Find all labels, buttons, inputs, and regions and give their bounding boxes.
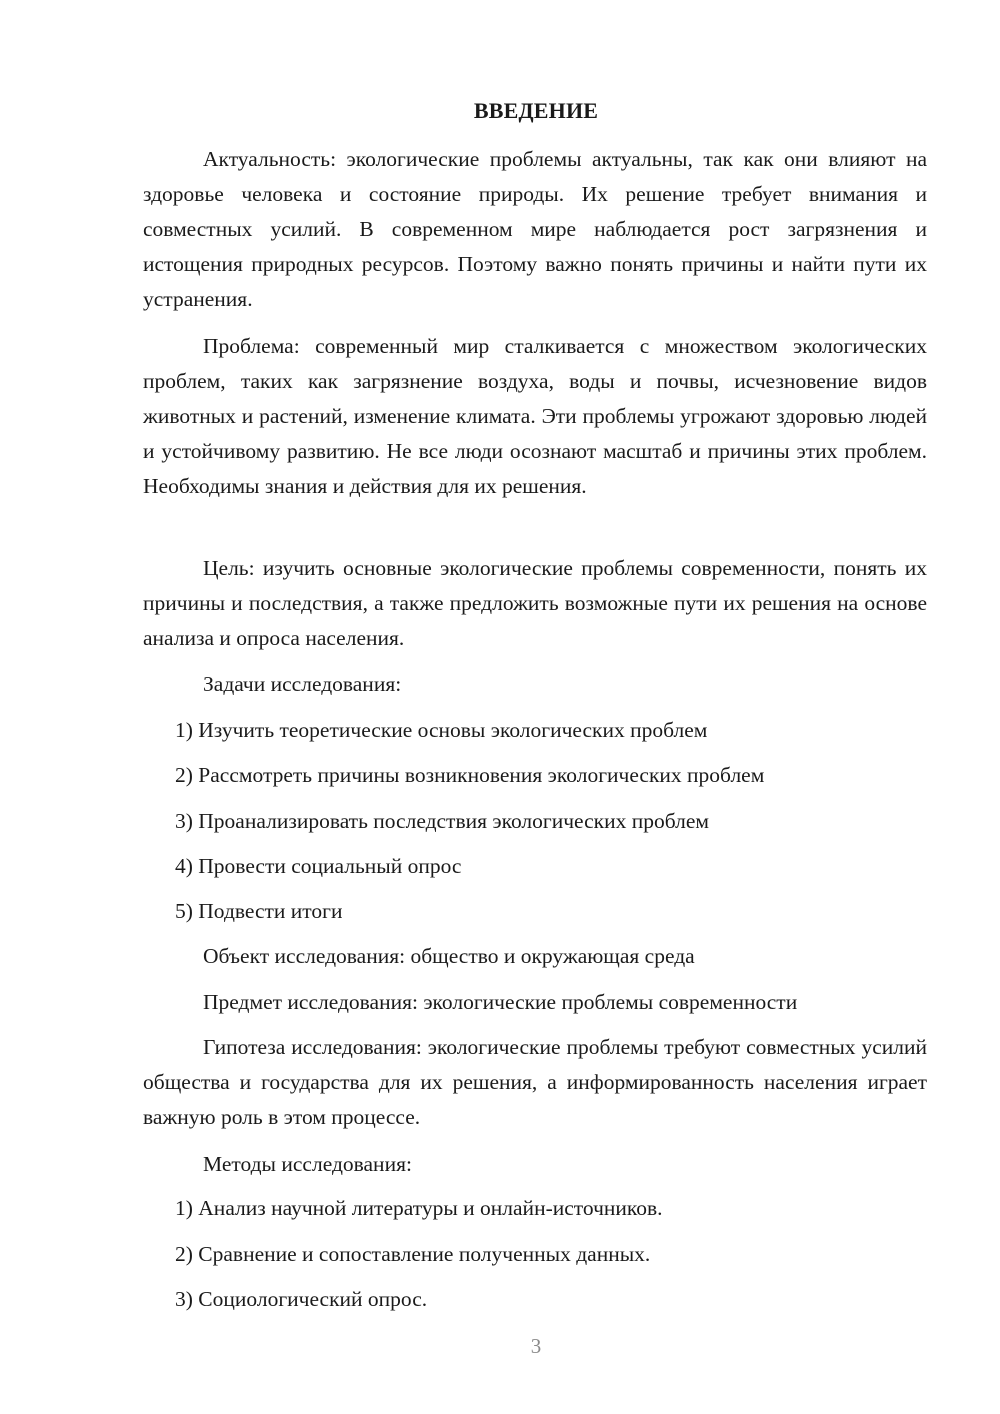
goal-paragraph: Цель: изучить основные экологические проблемы современности, понять их причины и последствия, а также предложить возможные пути их решения на основе анализа и опроса населения. — [143, 556, 927, 650]
page-number: 3 — [530, 1334, 542, 1358]
task-item: 5) Подвести итоги — [175, 899, 343, 923]
task-item: 4) Провести социальный опрос — [175, 854, 462, 878]
method-item: 3) Социологический опрос. — [175, 1287, 428, 1311]
method-item: 2) Сравнение и сопоставление полученных данных. — [175, 1242, 651, 1266]
task-item: 3) Проанализировать последствия экологических проблем — [175, 809, 710, 833]
task-item: 2) Рассмотреть причины возникновения экологических проблем — [175, 763, 765, 787]
research-object: Объект исследования: общество и окружающая среда — [203, 944, 695, 968]
method-item: 1) Анализ научной литературы и онлайн-источников. — [175, 1196, 663, 1220]
section-title: ВВЕДЕНИЕ — [473, 98, 599, 123]
research-subject: Предмет исследования: экологические проблемы современности — [203, 990, 798, 1014]
methods-heading: Методы исследования: — [203, 1152, 412, 1176]
task-item: 1) Изучить теоретические основы экологических проблем — [175, 718, 708, 742]
relevance-paragraph: Актуальность: экологические проблемы актуальны, так как они влияют на здоровье человека и состояние природы. Их решение требует внимания и совместных усилий. В современном мире наблюдается рост загрязнения и истощения природных ресурсов. Поэтому важно понять причины и найти пути их устранения. — [143, 147, 927, 311]
hypothesis-paragraph: Гипотеза исследования: экологические проблемы требуют совместных усилий общества и государства для их решения, а информированность населения играет важную роль в этом процессе. — [143, 1035, 927, 1129]
tasks-heading: Задачи исследования: — [203, 672, 402, 696]
problem-paragraph: Проблема: современный мир сталкивается с множеством экологических проблем, таких как загрязнение воздуха, воды и почвы, исчезновение видов животных и растений, изменение климата. Эти проблемы угрожают здоровью людей и устойчивому развитию. Не все люди осознают масштаб и причины этих проблем. Необходимы знания и действия для их решения. — [143, 334, 927, 498]
